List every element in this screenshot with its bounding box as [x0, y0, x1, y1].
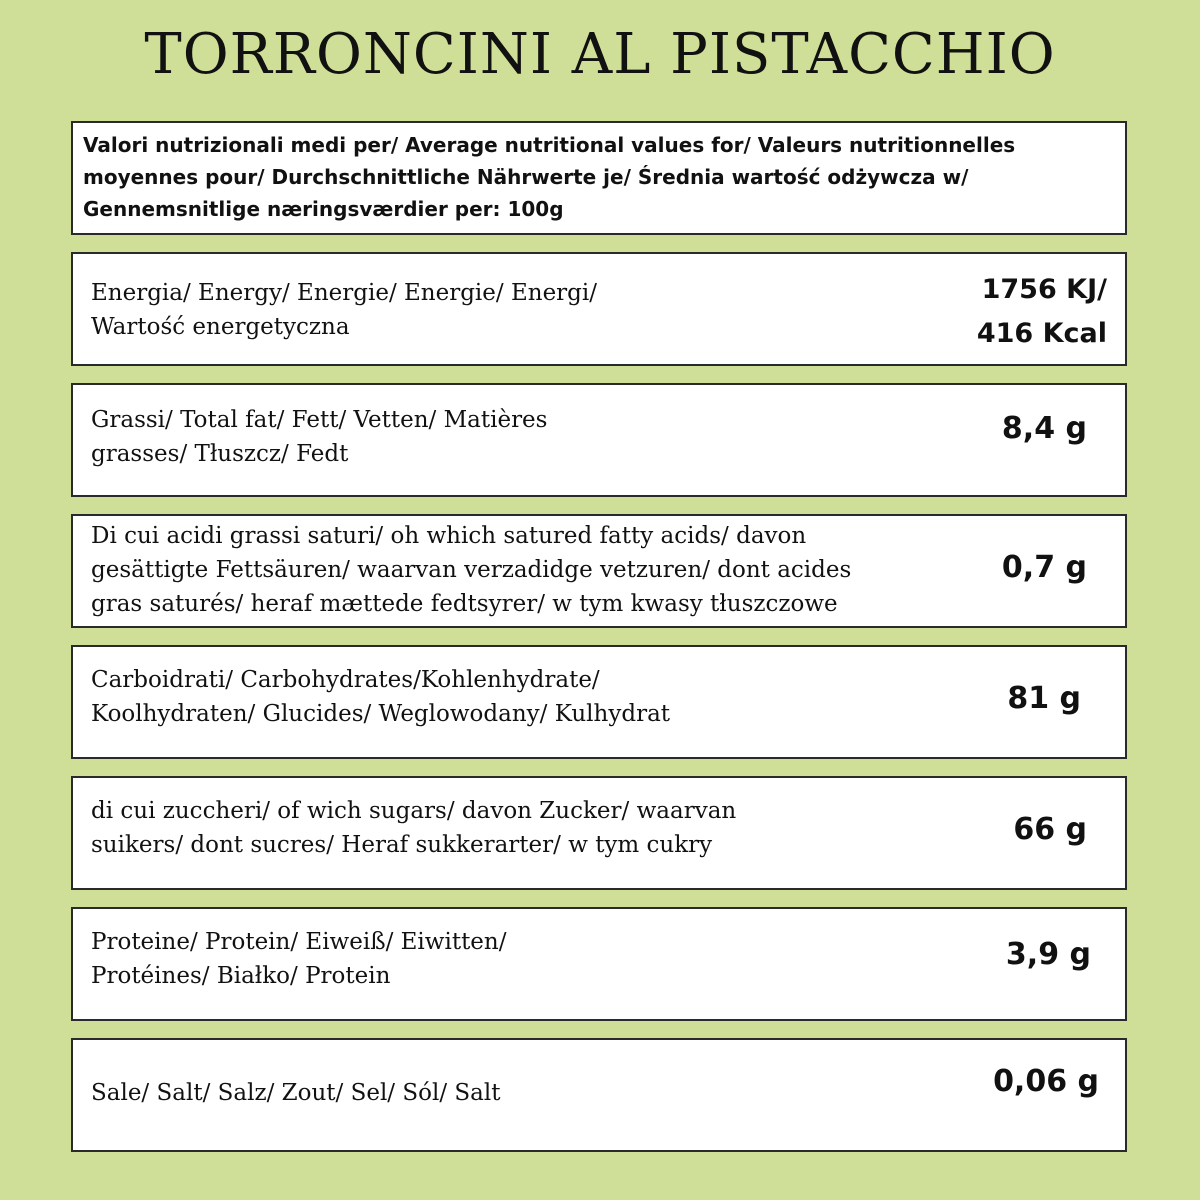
nutrition-row-salt: [71, 1038, 1127, 1152]
row-value: 0,06 g: [993, 1064, 1099, 1099]
row-value: 8,4 g: [1001, 411, 1087, 446]
row-label: Grassi/ Total fat/ Fett/ Vetten/ Matières grasses/ Tłuszcz/ Fedt: [91, 407, 548, 467]
row-value: 66 g: [1013, 812, 1087, 847]
nutrition-row-sugars: [71, 776, 1127, 890]
row-label: Sale/ Salt/ Salz/ Zout/ Sel/ Sól/ Salt: [91, 1080, 501, 1106]
row-label: di cui zuccheri/ of wich sugars/ davon Zucker/ waarvan suikers/ dont sucres/ Heraf sukkerarter/ w tym cukry: [91, 798, 737, 858]
row-label: Carboidrati/ Carbohydrates/Kohlenhydrate/ Koolhydraten/ Glucides/ Weglowodany/ Kulhydrat: [91, 667, 671, 727]
row-value: 1756 KJ/ 416 Kcal: [976, 274, 1107, 349]
row-value: 3,9 g: [1005, 937, 1091, 972]
row-label: Di cui acidi grassi saturi/ oh which satured fatty acids/ davon gesättigte Fettsäuren/ waarvan verzadidge vetzuren/ dont acides gras saturés/ heraf mættede fedtsyrer/ w tym kwasy tłuszczowe: [91, 523, 852, 617]
nutrition-row-saturated-fat: [71, 514, 1127, 628]
nutrition-row-carbohydrates: [71, 645, 1127, 759]
row-value: 0,7 g: [1001, 550, 1087, 585]
nutrition-row-protein: [71, 907, 1127, 1021]
row-label: Energia/ Energy/ Energie/ Energie/ Energi/ Wartość energetyczna: [91, 280, 597, 340]
page-title: TORRONCINI AL PISTACCHIO: [144, 22, 1056, 87]
nutrition-header-text: Valori nutrizionali medi per/ Average nutritional values for/ Valeurs nutritionnelles moyennes pour/ Durchschnittliche Nährwerte je/ Średnia wartość odżywcza w/ Gennemsnitlige næringsværdier per: 100g: [83, 133, 1016, 221]
nutrition-header-box: [71, 121, 1127, 235]
row-label: Proteine/ Protein/ Eiweiß/ Eiwitten/ Protéines/ Białko/ Protein: [91, 929, 507, 989]
row-value: 81 g: [1007, 681, 1081, 716]
nutrition-row-fat: [71, 383, 1127, 497]
nutrition-row-energy: [71, 252, 1127, 366]
